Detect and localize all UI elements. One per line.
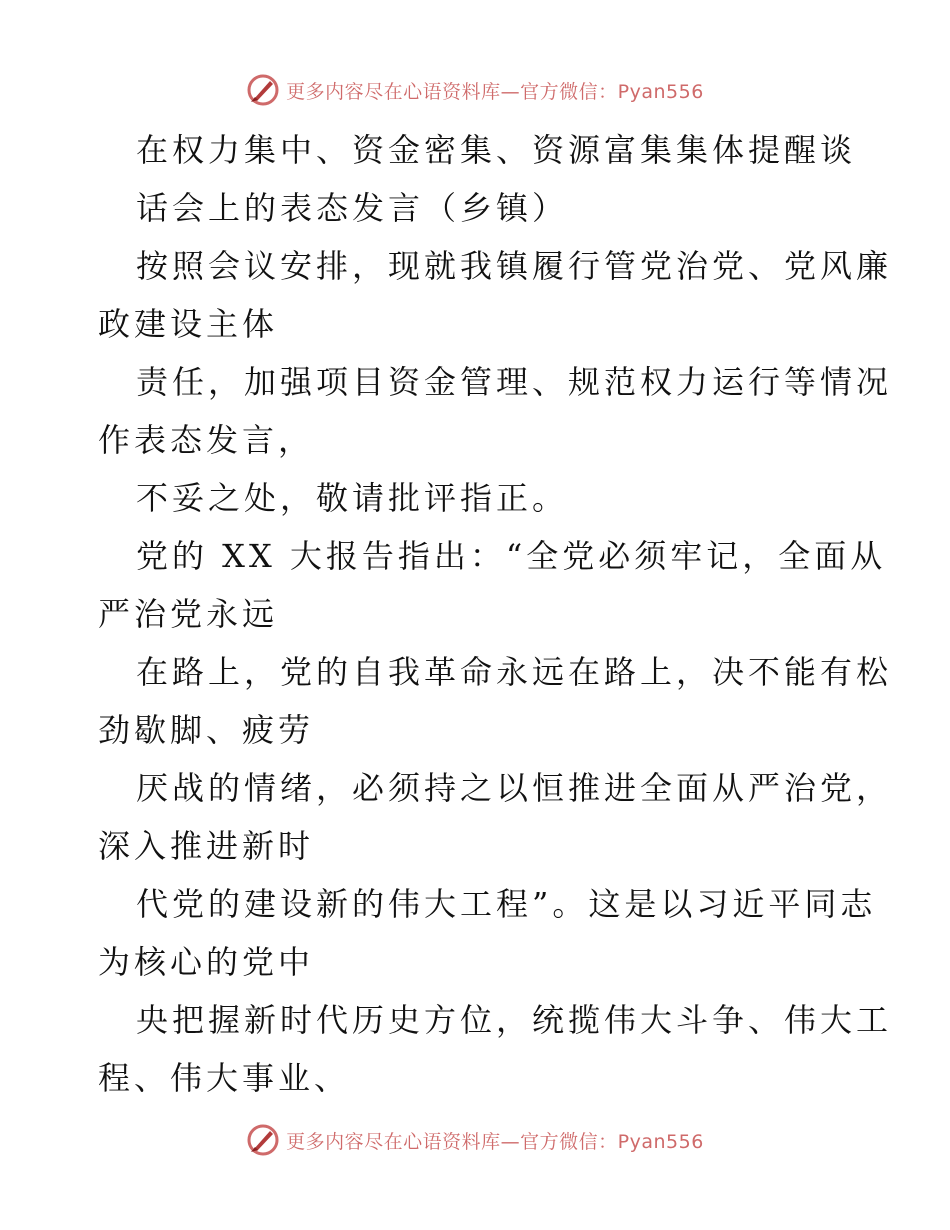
paragraph-lines bbox=[98, 237, 893, 1107]
banner-text: 更多内容尽在心语资料库—官方微信：Pyan556 bbox=[286, 1130, 704, 1153]
document-title-line-2: 话会上的表态发言（乡镇） bbox=[136, 189, 569, 227]
document-title-line-1: 在权力集中、资金密集、资源富集集体提醒谈 bbox=[136, 131, 857, 169]
text-line: 党的 XX 大报告指出：“全党必须牢记，全面从 bbox=[136, 537, 887, 575]
text-line: 央把握新时代历史方位，统揽伟大斗争、伟大工 bbox=[136, 1001, 893, 1039]
text-line: 责任，加强项目资金管理、规范权力运行等情况 bbox=[136, 363, 893, 401]
text-line: 政建设主体 bbox=[98, 305, 279, 343]
header-banner bbox=[0, 70, 950, 110]
text-line: 在路上，党的自我革命永远在路上，决不能有松 bbox=[136, 653, 893, 691]
text-line: 作表态发言， bbox=[98, 421, 315, 459]
text-line: 程、伟大事业、 bbox=[98, 1059, 351, 1097]
text-line: 代党的建设新的伟大工程”。这是以习近平同志 bbox=[136, 885, 877, 923]
text-line: 劲歇脚、疲劳 bbox=[98, 711, 315, 749]
text-line: 为核心的党中 bbox=[98, 943, 315, 981]
quill-pen-logo-icon bbox=[246, 1123, 280, 1157]
text-line: 深入推进新时 bbox=[98, 827, 315, 865]
text-line: 厌战的情绪，必须持之以恒推进全面从严治党， bbox=[136, 769, 893, 807]
text-line: 不妥之处，敬请批评指正。 bbox=[136, 479, 569, 517]
text-line: 严治党永远 bbox=[98, 595, 279, 633]
quill-pen-logo-icon bbox=[246, 73, 280, 107]
document-body bbox=[98, 121, 893, 1107]
banner-text: 更多内容尽在心语资料库—官方微信：Pyan556 bbox=[286, 80, 704, 103]
footer-banner bbox=[0, 1120, 950, 1160]
text-line: 按照会议安排，现就我镇履行管党治党、党风廉 bbox=[136, 247, 893, 285]
